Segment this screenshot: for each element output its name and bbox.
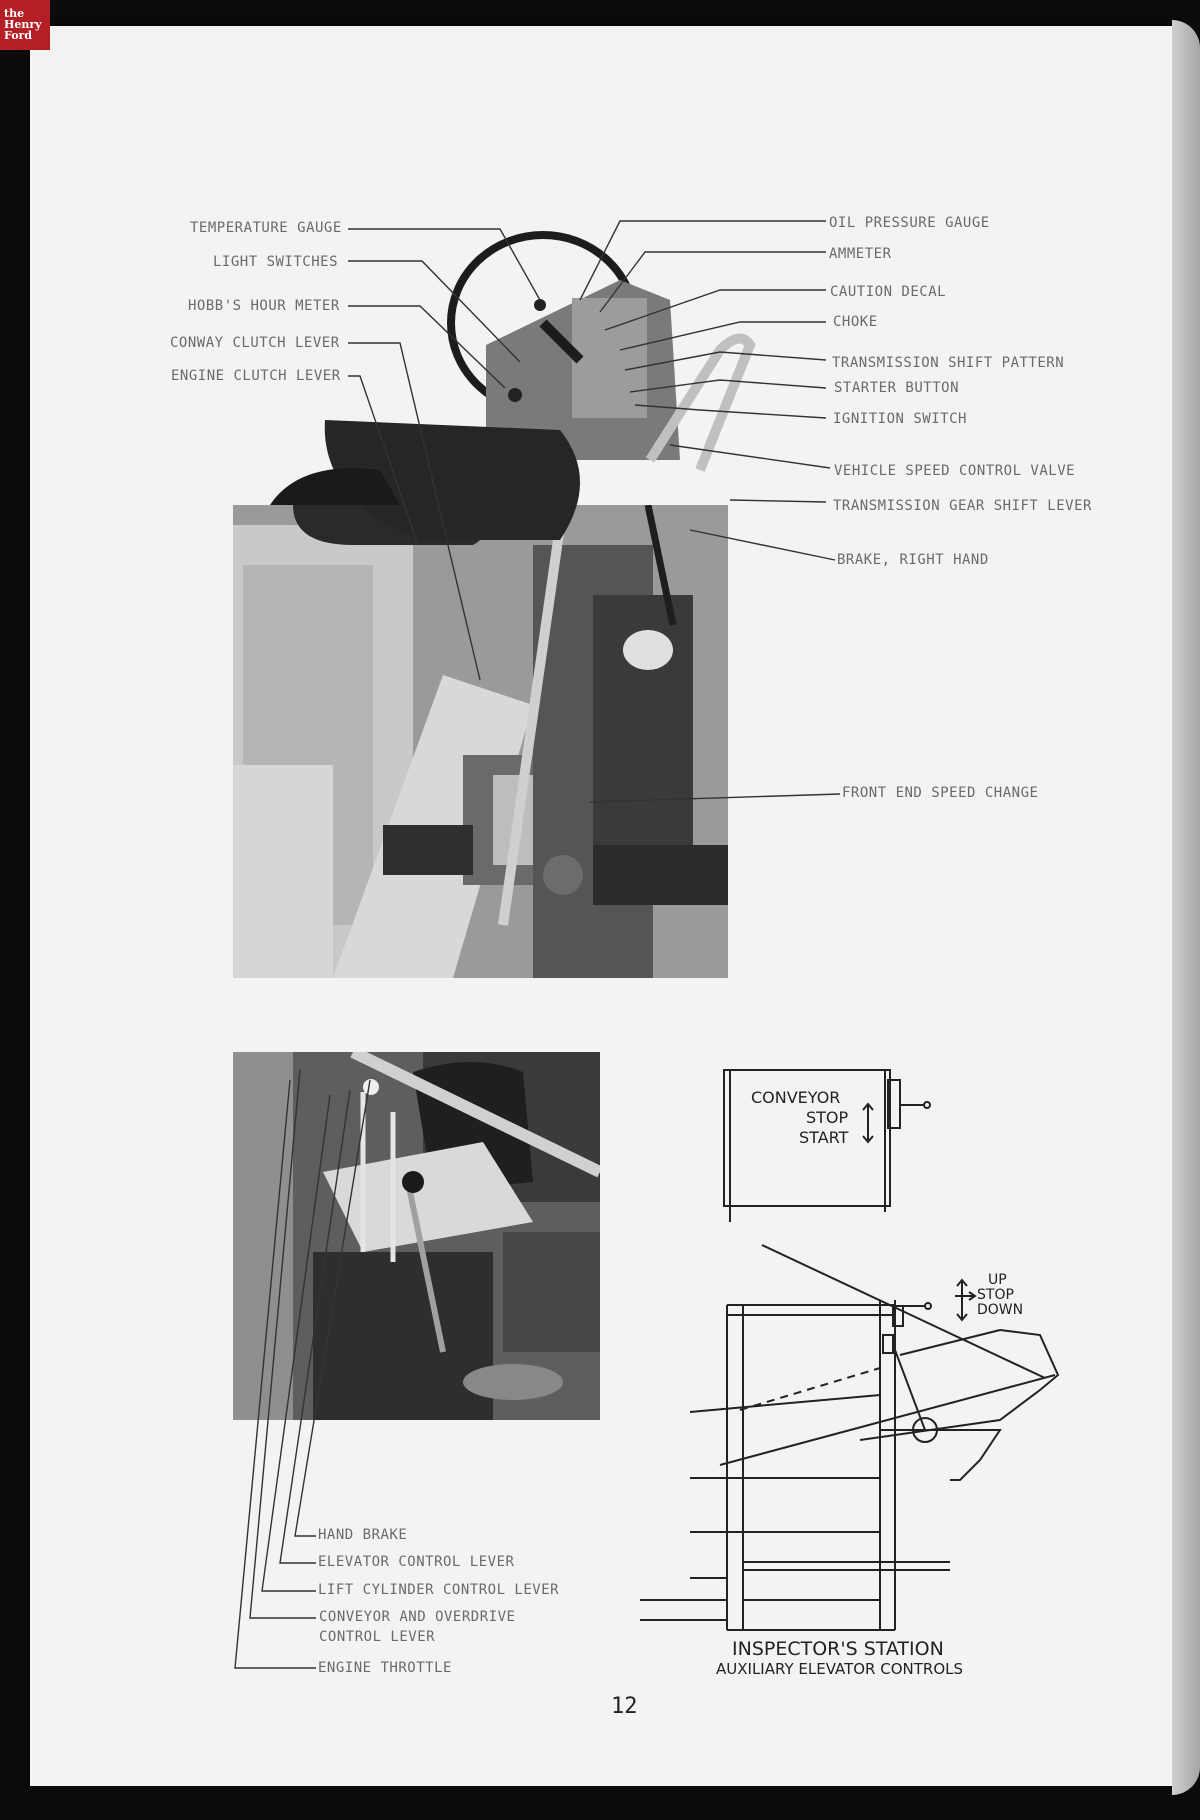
logo-line-3: Ford bbox=[4, 29, 33, 42]
label-control-lever: CONTROL LEVER bbox=[319, 1629, 436, 1645]
elevator-stop-label: STOP bbox=[977, 1287, 1014, 1303]
label-temperature-gauge: TEMPERATURE GAUGE bbox=[190, 220, 342, 236]
page-number: 12 bbox=[611, 1694, 638, 1719]
label-conveyor-overdrive: CONVEYOR AND OVERDRIVE bbox=[319, 1609, 516, 1625]
conveyor-start-label: START bbox=[799, 1128, 849, 1147]
elevator-down-label: DOWN bbox=[977, 1302, 1024, 1318]
label-ignition-switch: IGNITION SWITCH bbox=[833, 411, 967, 427]
label-engine-throttle: ENGINE THROTTLE bbox=[318, 1660, 452, 1676]
cab-controls-photo bbox=[233, 505, 728, 978]
logo-line-1: the bbox=[4, 7, 25, 20]
label-caution-decal: CAUTION DECAL bbox=[830, 284, 947, 300]
label-brake-right-hand: BRAKE, RIGHT HAND bbox=[837, 552, 989, 568]
label-front-end-speed-change: FRONT END SPEED CHANGE bbox=[842, 785, 1039, 801]
cab-controls-illustration bbox=[233, 505, 728, 978]
label-elevator-control-lever: ELEVATOR CONTROL LEVER bbox=[318, 1554, 515, 1570]
label-lift-cylinder-control-lever: LIFT CYLINDER CONTROL LEVER bbox=[318, 1582, 560, 1598]
label-conway-clutch-lever: CONWAY CLUTCH LEVER bbox=[170, 335, 340, 351]
lever-panel-photo bbox=[233, 1052, 600, 1420]
label-oil-pressure-gauge: OIL PRESSURE GAUGE bbox=[829, 215, 990, 231]
conveyor-stop-label: STOP bbox=[806, 1108, 849, 1127]
label-vehicle-speed-control-valve: VEHICLE SPEED CONTROL VALVE bbox=[834, 463, 1076, 479]
label-transmission-shift-pattern: TRANSMISSION SHIFT PATTERN bbox=[832, 355, 1065, 371]
conveyor-label: CONVEYOR bbox=[751, 1088, 841, 1107]
label-engine-clutch-lever: ENGINE CLUTCH LEVER bbox=[171, 368, 341, 384]
label-hand-brake: HAND BRAKE bbox=[318, 1527, 408, 1543]
page-edge bbox=[1172, 20, 1200, 1795]
inspector-station-subtitle: AUXILIARY ELEVATOR CONTROLS bbox=[716, 1660, 964, 1678]
lever-panel-illustration bbox=[233, 1052, 600, 1420]
henry-ford-logo bbox=[0, 0, 50, 50]
label-choke: CHOKE bbox=[833, 314, 878, 330]
label-ammeter: AMMETER bbox=[829, 246, 892, 262]
label-hobbs-hour-meter: HOBB'S HOUR METER bbox=[188, 298, 340, 314]
label-transmission-gear-shift-lever: TRANSMISSION GEAR SHIFT LEVER bbox=[833, 498, 1092, 514]
logo-line-2: Henry bbox=[4, 18, 42, 31]
inspector-station-title: INSPECTOR'S STATION bbox=[732, 1638, 944, 1660]
label-light-switches: LIGHT SWITCHES bbox=[213, 254, 339, 270]
label-starter-button: STARTER BUTTON bbox=[834, 380, 960, 396]
elevator-up-label: UP bbox=[988, 1272, 1007, 1288]
